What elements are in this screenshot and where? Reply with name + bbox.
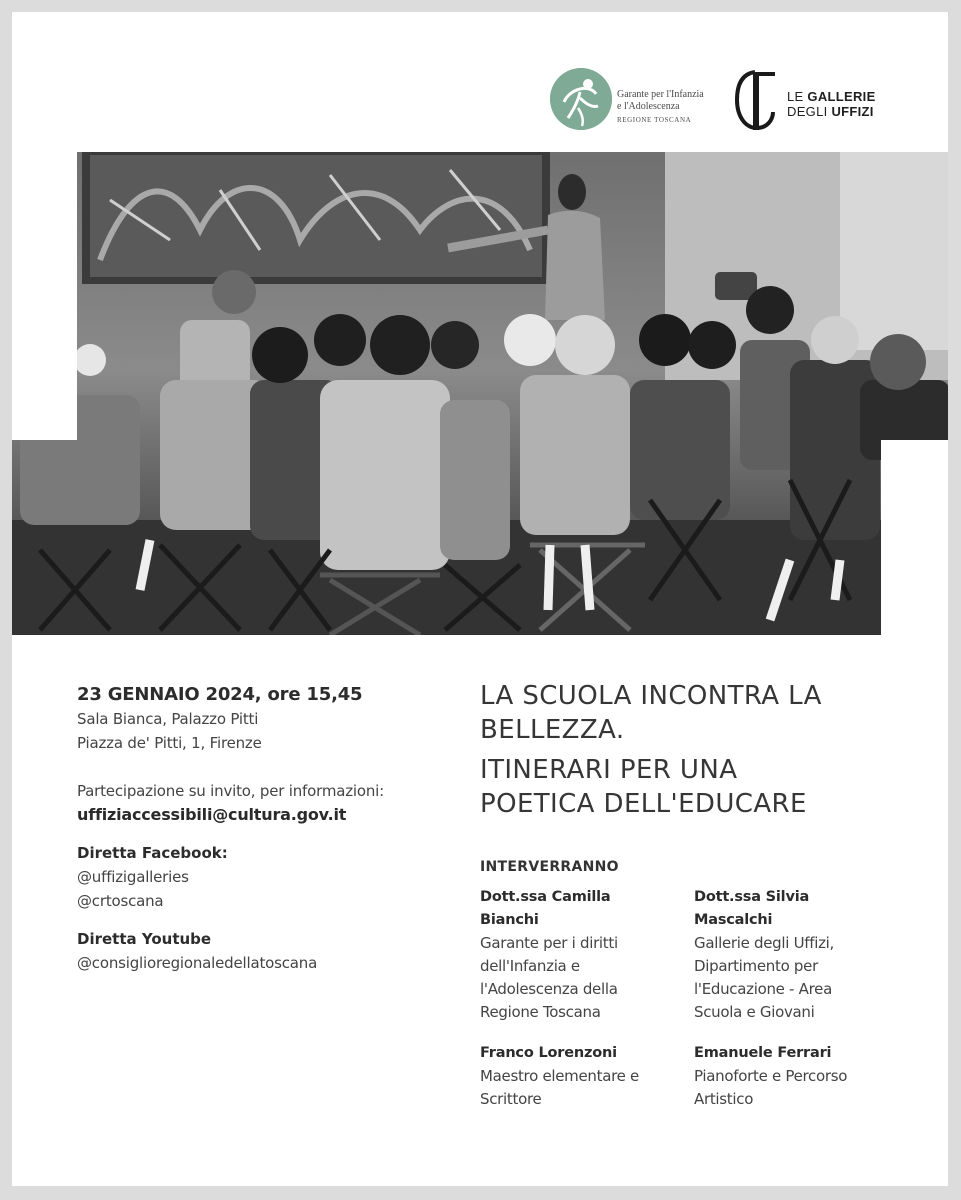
facebook-label: Diretta Facebook: (77, 844, 228, 862)
speaker-role: Scrittore (480, 1090, 542, 1108)
event-venue: Sala Bianca, Palazzo Pitti (77, 710, 259, 728)
garante-emblem-icon (550, 68, 612, 130)
speaker-role: l'Educazione - Area (694, 980, 832, 998)
speaker-role: Artistico (694, 1090, 754, 1108)
speaker-role: Dipartimento per (694, 957, 818, 975)
speaker-silvia-mascalchi (694, 886, 894, 1024)
speaker-role: Pianoforte e Percorso (694, 1067, 848, 1085)
info-email-link[interactable]: uffiziaccessibili@cultura.gov.it (77, 805, 347, 824)
event-info (77, 683, 457, 975)
uffizi-line1-prefix: LE (787, 89, 808, 104)
title-line-2: BELLEZZA. (480, 715, 625, 745)
speaker-role: l'Adolescenza della (480, 980, 618, 998)
uffizi-line2-prefix: DEGLI (787, 104, 832, 119)
speaker-name: Franco Lorenzoni (480, 1045, 617, 1061)
speaker-name: Mascalchi (694, 912, 773, 928)
speaker-franco-lorenzoni (480, 1042, 680, 1111)
speaker-name: Dott.ssa Camilla (480, 889, 611, 905)
garante-line3: REGIONE TOSCANA (617, 116, 692, 124)
speaker-role: Scuola e Giovani (694, 1003, 815, 1021)
speaker-name: Dott.ssa Silvia (694, 889, 810, 905)
invite-text: Partecipazione su invito, per informazioni: (77, 782, 384, 800)
speaker-role: Gallerie degli Uffizi, (694, 934, 835, 952)
speaker-role: Maestro elementare e (480, 1067, 639, 1085)
uffizi-logo (735, 70, 895, 134)
event-title (480, 679, 910, 821)
youtube-account[interactable]: @consiglioregionaledellatoscana (77, 954, 318, 972)
title-line-3: ITINERARI PER UNA (480, 755, 738, 785)
facebook-account-uffizi[interactable]: @uffizigalleries (77, 868, 189, 886)
speaker-name: Bianchi (480, 912, 539, 928)
uffizi-line1-bold: GALLERIE (807, 89, 876, 104)
title-line-4: POETICA DELL'EDUCARE (480, 789, 807, 819)
speakers-heading: INTERVERRANNO (480, 859, 619, 875)
uffizi-logo-text (787, 89, 876, 119)
speaker-camilla-bianchi (480, 886, 680, 1024)
speaker-name: Emanuele Ferrari (694, 1045, 832, 1061)
title-line-1: LA SCUOLA INCONTRA LA (480, 681, 822, 711)
speaker-emanuele-ferrari (694, 1042, 894, 1111)
speaker-role: Garante per i diritti (480, 934, 618, 952)
speaker-role: Regione Toscana (480, 1003, 601, 1021)
facebook-account-crtoscana[interactable]: @crtoscana (77, 892, 164, 910)
garante-logo-text (617, 89, 704, 126)
uffizi-mark-icon (735, 70, 777, 132)
youtube-label: Diretta Youtube (77, 930, 212, 948)
garante-line2: e l'Adolescenza (617, 101, 680, 112)
event-date: 23 GENNAIO 2024, ore 15,45 (77, 684, 363, 705)
speaker-role: dell'Infanzia e (480, 957, 580, 975)
uffizi-line2-bold: UFFIZI (831, 104, 874, 119)
event-address: Piazza de' Pitti, 1, Firenze (77, 734, 262, 752)
garante-logo (550, 68, 725, 134)
garante-line1: Garante per l'Infanzia (617, 89, 704, 100)
